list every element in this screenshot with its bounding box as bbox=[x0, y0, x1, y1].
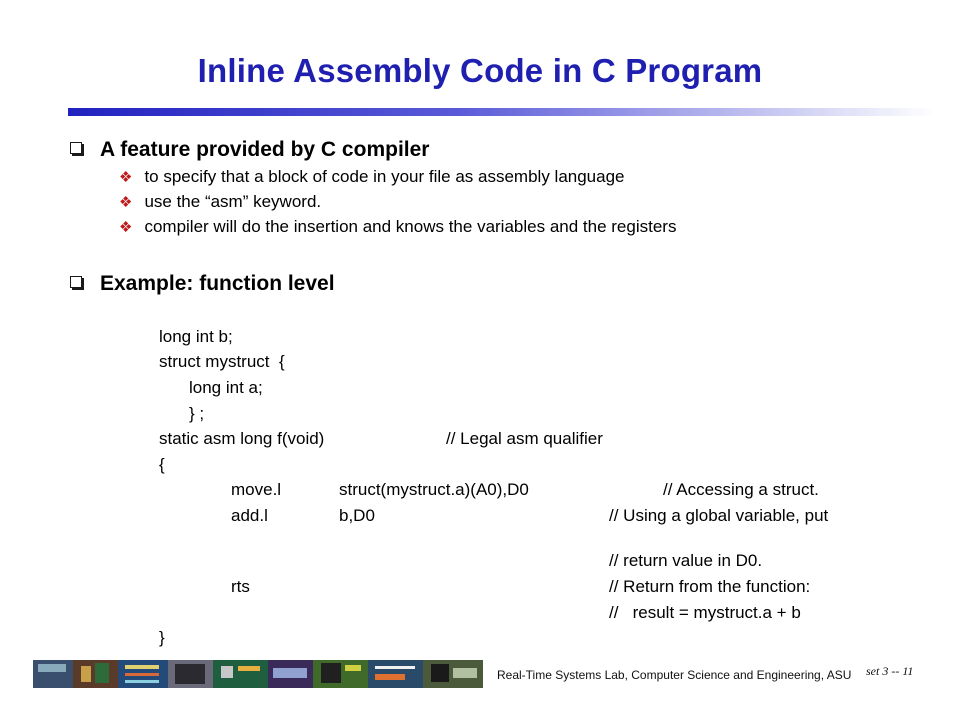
code-line-3: long int a; bbox=[189, 378, 263, 397]
code-line-2: struct mystruct { bbox=[159, 352, 285, 371]
square-bullet-icon bbox=[70, 142, 82, 154]
code-line-6: { bbox=[159, 455, 165, 474]
code-line-5-code: static asm long f(void) bbox=[159, 429, 325, 448]
code-line-12: } bbox=[159, 628, 165, 647]
subbullet-text: use the “asm” keyword. bbox=[144, 192, 322, 211]
code-line-8-comment: // Using a global variable, put bbox=[609, 506, 829, 525]
subbullet-3 bbox=[119, 217, 676, 237]
square-bullet-icon bbox=[70, 276, 82, 288]
code-line-9-comment: // return value in D0. bbox=[609, 551, 763, 570]
bullet-feature bbox=[70, 138, 429, 162]
code-line-8-op: add.l bbox=[231, 506, 268, 525]
diamond-bullet-icon: ❖ bbox=[119, 169, 133, 186]
code-line-10-comment: // Return from the function: bbox=[609, 577, 811, 596]
bullet-text: A feature provided by C compiler bbox=[100, 138, 430, 161]
title-underline-bar bbox=[68, 108, 934, 116]
bullet-text: Example: function level bbox=[100, 272, 335, 295]
code-line-4: } ; bbox=[189, 404, 205, 423]
footer-hardware-collage bbox=[33, 660, 483, 688]
subbullet-1 bbox=[119, 167, 625, 187]
code-line-1: long int b; bbox=[159, 327, 233, 346]
bullet-example bbox=[70, 272, 335, 296]
code-line-7-arg: struct(mystruct.a)(A0),D0 bbox=[339, 480, 529, 499]
circuit-collage-image bbox=[33, 660, 483, 688]
code-line-7-comment: // Accessing a struct. bbox=[663, 480, 819, 499]
subbullet-text: to specify that a block of code in your file as assembly language bbox=[144, 167, 625, 186]
subbullet-text: compiler will do the insertion and knows the variables and the registers bbox=[144, 217, 677, 236]
diamond-bullet-icon: ❖ bbox=[119, 219, 133, 236]
diamond-bullet-icon: ❖ bbox=[119, 194, 133, 211]
subbullet-2 bbox=[119, 192, 321, 212]
code-line-10-op: rts bbox=[231, 577, 250, 596]
code-line-11-comment: // result = mystruct.a + b bbox=[609, 603, 801, 622]
code-line-5-comment: // Legal asm qualifier bbox=[446, 429, 603, 448]
footer-lab-name: Real-Time Systems Lab, Computer Science and Engineering, ASU bbox=[497, 668, 852, 682]
code-line-8-arg: b,D0 bbox=[339, 506, 375, 525]
code-line-7-op: move.l bbox=[231, 480, 282, 499]
slide-title: Inline Assembly Code in C Program bbox=[197, 52, 763, 89]
slide-number: set 3 -- 11 bbox=[866, 664, 914, 678]
